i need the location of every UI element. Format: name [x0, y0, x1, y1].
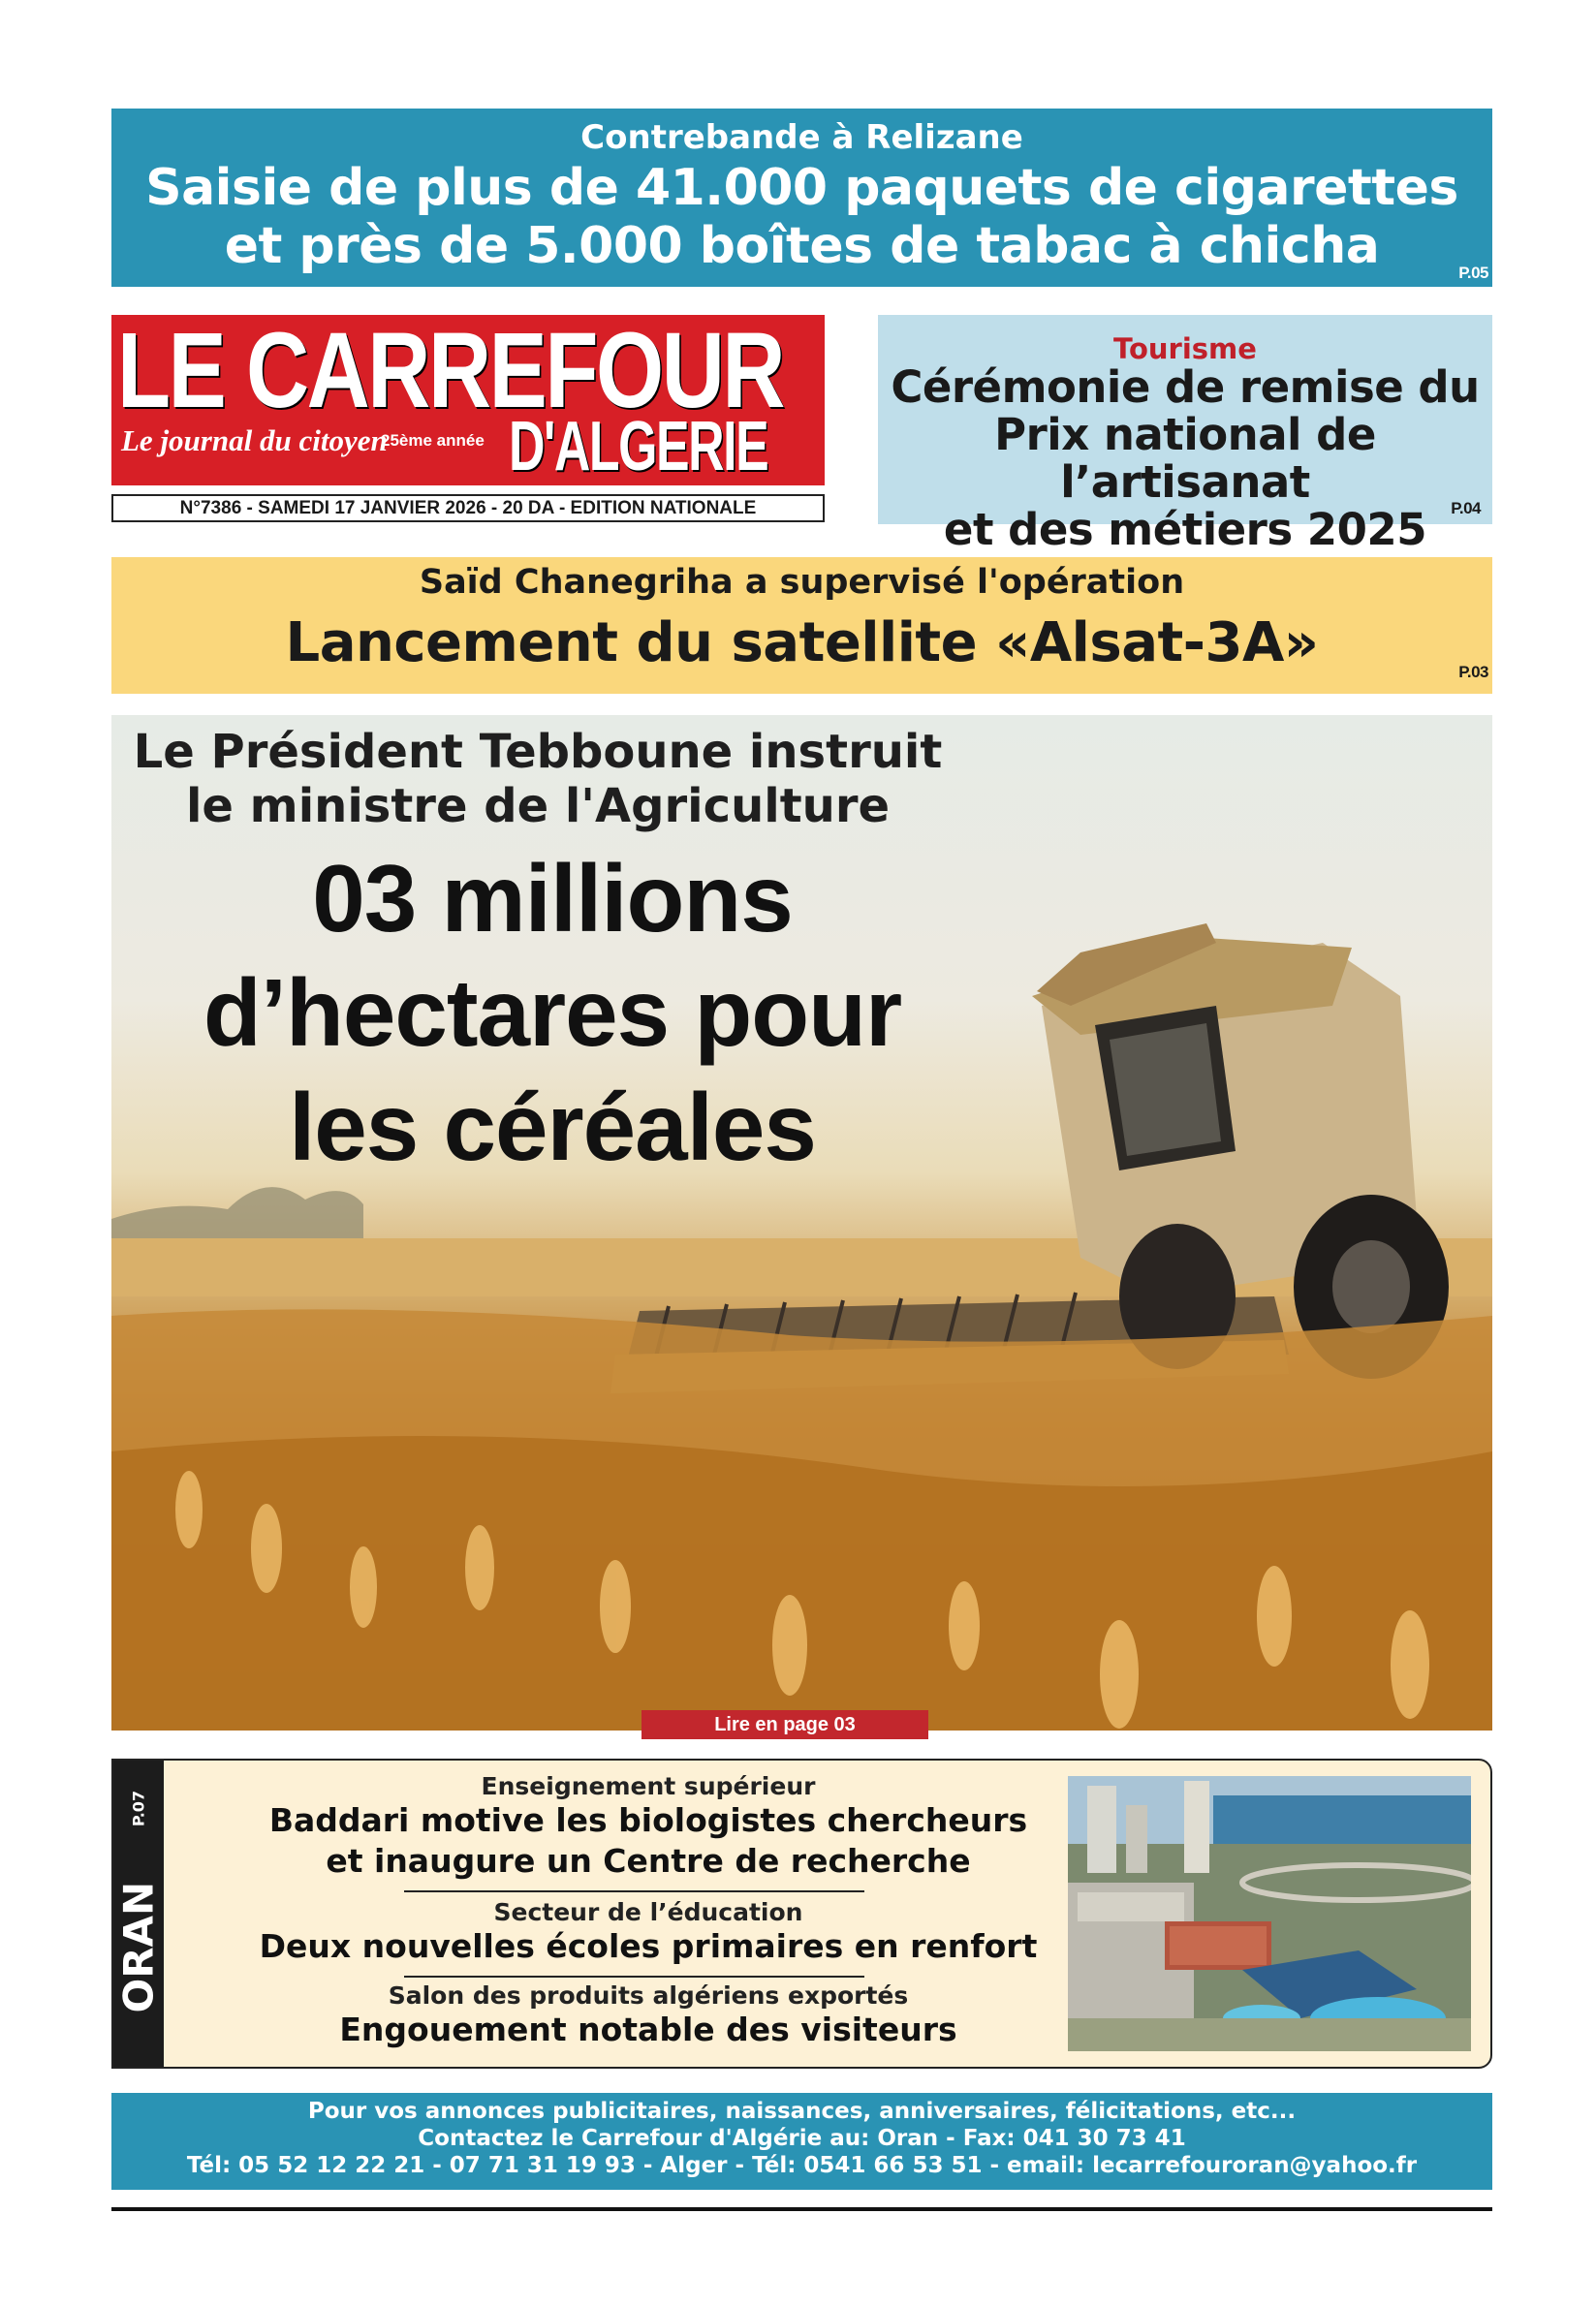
- oran-section[interactable]: [111, 1759, 1492, 2069]
- top-banner-headline: [111, 159, 1492, 275]
- main-story-kicker-line1: Le Président Tebboune instruit: [133, 725, 943, 779]
- top-banner[interactable]: [111, 109, 1492, 287]
- tourism-headline: [878, 363, 1492, 553]
- oran-item-kicker: Salon des produits algériens exportés: [388, 1981, 909, 2010]
- oran-page-ref: P.07: [129, 1790, 148, 1827]
- masthead-name-line2: D'ALGERIE: [509, 408, 768, 485]
- tourism-headline-line1: Cérémonie de remise du: [891, 361, 1480, 413]
- oran-item-kicker: Secteur de l’éducation: [493, 1898, 803, 1926]
- oran-item-headline-line2: et inaugure un Centre de recherche: [326, 1842, 971, 1880]
- oran-item-schools[interactable]: [164, 1898, 1133, 1967]
- ad-line2: Contactez le Carrefour d'Algérie au: Oran - Fax: 041 30 73 41: [418, 2126, 1186, 2151]
- main-story-kicker: [111, 725, 964, 833]
- top-banner-page-ref: P.05: [1458, 264, 1488, 282]
- tourism-kicker: Tourisme: [1113, 332, 1257, 365]
- top-banner-kicker: Contrebande à Relizane: [580, 118, 1023, 157]
- main-story[interactable]: [111, 715, 1492, 1731]
- satellite-kicker: Saïd Chanegriha a supervisé l'opération: [419, 563, 1185, 602]
- advertising-contact: [111, 2093, 1492, 2190]
- oran-item-headline-line1: Deux nouvelles écoles primaires en renfort: [259, 1927, 1038, 1965]
- satellite-headline: Lancement du satellite «Alsat-3A»: [285, 611, 1319, 674]
- edition-line: N°7386 - SAMEDI 17 JANVIER 2026 - 20 DA - EDITION NATIONALE: [111, 494, 825, 522]
- tourism-headline-line3: et des métiers 2025: [943, 504, 1427, 555]
- bottom-rule: [111, 2207, 1492, 2211]
- oran-city-photo: [1068, 1776, 1471, 2051]
- oran-label: ORAN: [114, 1881, 163, 2013]
- tourism-teaser[interactable]: [878, 315, 1492, 555]
- oran-side-bar: [113, 1761, 164, 2067]
- masthead-logo[interactable]: [111, 315, 825, 485]
- oran-item-salon[interactable]: [164, 1981, 1133, 2050]
- main-story-kicker-line2: le ministre de l'Agriculture: [185, 779, 891, 833]
- ad-line1: Pour vos annonces publicitaires, naissances, anniversaires, félicitations, etc...: [307, 2099, 1297, 2124]
- oran-divider: [404, 1976, 864, 1978]
- tourism-headline-line2: Prix national de l’artisanat: [994, 409, 1376, 508]
- ad-line3: Tél: 05 52 12 22 21 - 07 71 31 19 93 - Alger - Tél: 0541 66 53 51 - email: lecarrefouroran@yahoo.fr: [186, 2153, 1418, 2178]
- satellite-teaser[interactable]: [111, 557, 1492, 694]
- oran-item-kicker: Enseignement supérieur: [481, 1772, 816, 1800]
- satellite-page-ref: P.03: [1458, 663, 1488, 681]
- main-story-headline-line3: les céréales: [289, 1074, 816, 1180]
- oran-divider: [404, 1890, 864, 1892]
- masthead-tagline: Le journal du citoyen: [121, 423, 388, 457]
- top-banner-headline-line2: et près de 5.000 boîtes de tabac à chicha: [224, 217, 1380, 275]
- main-story-headline-line2: d’hectares pour: [203, 959, 902, 1066]
- read-more-link[interactable]: Lire en page 03: [642, 1710, 928, 1739]
- oran-item-research[interactable]: [164, 1772, 1133, 1882]
- oran-item-headline-line1: Engouement notable des visiteurs: [339, 2011, 957, 2048]
- masthead-anniversary: 25ème année: [381, 431, 485, 450]
- masthead-name: LE CARREFOUR: [117, 315, 784, 430]
- top-banner-headline-line1: Saisie de plus de 41.000 paquets de cigarettes: [145, 159, 1458, 217]
- tourism-page-ref: P.04: [1451, 499, 1481, 517]
- main-story-headline: [111, 841, 993, 1184]
- main-story-headline-line1: 03 millions: [312, 845, 793, 951]
- oran-item-headline-line1: Baddari motive les biologistes chercheurs: [268, 1801, 1028, 1839]
